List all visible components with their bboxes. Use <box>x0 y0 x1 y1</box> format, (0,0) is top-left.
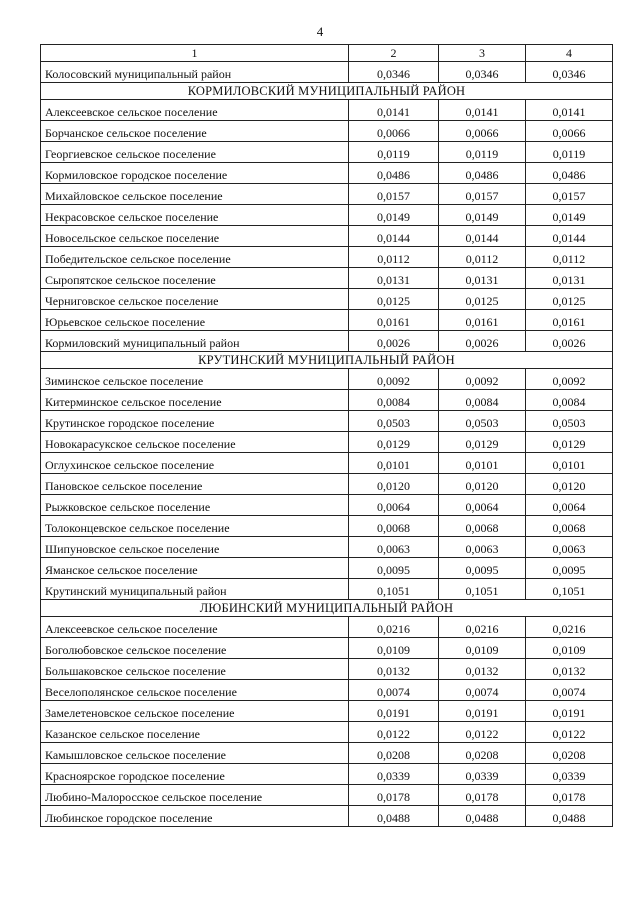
table-row <box>41 62 613 83</box>
municipality-name-cell: Красноярское городское поселение <box>41 764 349 785</box>
value-col4-cell: 0,0084 <box>526 390 613 411</box>
municipality-name-cell: Крутинское городское поселение <box>41 411 349 432</box>
table-row <box>41 247 613 268</box>
value-col4-cell: 0,0346 <box>526 62 613 83</box>
table-row <box>41 617 613 638</box>
value-col3-cell: 0,0101 <box>439 453 526 474</box>
section-title: КОРМИЛОВСКИЙ МУНИЦИПАЛЬНЫЙ РАЙОН <box>41 83 613 100</box>
value-col2-cell: 0,0339 <box>349 764 439 785</box>
value-col3-cell: 0,0112 <box>439 247 526 268</box>
value-col3-cell: 0,0109 <box>439 638 526 659</box>
table-row <box>41 516 613 537</box>
value-col4-cell: 0,0161 <box>526 310 613 331</box>
column-header: 2 <box>349 45 439 62</box>
value-col3-cell: 0,0129 <box>439 432 526 453</box>
table-row <box>41 474 613 495</box>
municipality-name-cell: Сыропятское сельское поселение <box>41 268 349 289</box>
column-header: 3 <box>439 45 526 62</box>
municipality-name-cell: Камышловское сельское поселение <box>41 743 349 764</box>
table-row <box>41 184 613 205</box>
value-col2-cell: 0,0157 <box>349 184 439 205</box>
value-col4-cell: 0,0092 <box>526 369 613 390</box>
value-col3-cell: 0,0141 <box>439 100 526 121</box>
value-col4-cell: 0,0149 <box>526 205 613 226</box>
municipality-name-cell: Толоконцевское сельское поселение <box>41 516 349 537</box>
value-col3-cell: 0,0488 <box>439 806 526 827</box>
value-col3-cell: 0,0144 <box>439 226 526 247</box>
value-col2-cell: 0,0141 <box>349 100 439 121</box>
municipality-name-cell: Некрасовское сельское поселение <box>41 205 349 226</box>
value-col2-cell: 0,1051 <box>349 579 439 600</box>
municipality-name-cell: Крутинский муниципальный район <box>41 579 349 600</box>
municipality-name-cell: Черниговское сельское поселение <box>41 289 349 310</box>
municipality-name-cell: Любино-Малоросское сельское поселение <box>41 785 349 806</box>
table-row <box>41 268 613 289</box>
table-row <box>41 558 613 579</box>
value-col3-cell: 0,0122 <box>439 722 526 743</box>
value-col3-cell: 0,0157 <box>439 184 526 205</box>
municipality-name-cell: Оглухинское сельское поселение <box>41 453 349 474</box>
value-col2-cell: 0,0068 <box>349 516 439 537</box>
value-col4-cell: 0,0026 <box>526 331 613 352</box>
value-col2-cell: 0,0144 <box>349 226 439 247</box>
table-row <box>41 163 613 184</box>
value-col2-cell: 0,0101 <box>349 453 439 474</box>
value-col2-cell: 0,0161 <box>349 310 439 331</box>
value-col4-cell: 0,0191 <box>526 701 613 722</box>
municipality-name-cell: Рыжковское сельское поселение <box>41 495 349 516</box>
value-col2-cell: 0,0092 <box>349 369 439 390</box>
table-row <box>41 659 613 680</box>
value-col4-cell: 0,0129 <box>526 432 613 453</box>
value-col4-cell: 0,0131 <box>526 268 613 289</box>
municipality-name-cell: Алексеевское сельское поселение <box>41 100 349 121</box>
table-row <box>41 390 613 411</box>
table-row <box>41 537 613 558</box>
municipality-name-cell: Михайловское сельское поселение <box>41 184 349 205</box>
page-number: 4 <box>316 24 324 39</box>
value-col3-cell: 0,0486 <box>439 163 526 184</box>
value-col2-cell: 0,0064 <box>349 495 439 516</box>
value-col2-cell: 0,0129 <box>349 432 439 453</box>
table-row <box>41 432 613 453</box>
value-col3-cell: 0,0084 <box>439 390 526 411</box>
table-row <box>41 310 613 331</box>
value-col4-cell: 0,0339 <box>526 764 613 785</box>
table-row <box>41 453 613 474</box>
table-body <box>41 45 613 827</box>
value-col4-cell: 0,0486 <box>526 163 613 184</box>
value-col3-cell: 0,0074 <box>439 680 526 701</box>
value-col4-cell: 0,0122 <box>526 722 613 743</box>
value-col2-cell: 0,0191 <box>349 701 439 722</box>
value-col2-cell: 0,0132 <box>349 659 439 680</box>
value-col3-cell: 0,0346 <box>439 62 526 83</box>
municipality-name-cell: Замелетеновское сельское поселение <box>41 701 349 722</box>
value-col4-cell: 0,0063 <box>526 537 613 558</box>
value-col4-cell: 0,0125 <box>526 289 613 310</box>
value-col3-cell: 0,0339 <box>439 764 526 785</box>
municipality-name-cell: Боголюбовское сельское поселение <box>41 638 349 659</box>
table-row <box>41 100 613 121</box>
section-title: КРУТИНСКИЙ МУНИЦИПАЛЬНЫЙ РАЙОН <box>41 352 613 369</box>
column-header: 4 <box>526 45 613 62</box>
value-col2-cell: 0,0486 <box>349 163 439 184</box>
value-col2-cell: 0,0112 <box>349 247 439 268</box>
table-row <box>41 411 613 432</box>
value-col4-cell: 0,0488 <box>526 806 613 827</box>
value-col3-cell: 0,0216 <box>439 617 526 638</box>
value-col2-cell: 0,0503 <box>349 411 439 432</box>
value-col3-cell: 0,1051 <box>439 579 526 600</box>
municipality-name-cell: Юрьевское сельское поселение <box>41 310 349 331</box>
value-col4-cell: 0,0503 <box>526 411 613 432</box>
municipality-name-cell: Новосельское сельское поселение <box>41 226 349 247</box>
municipality-name-cell: Георгиевское сельское поселение <box>41 142 349 163</box>
municipality-name-cell: Кормиловское городское поселение <box>41 163 349 184</box>
column-header: 1 <box>41 45 349 62</box>
municipality-name-cell: Алексеевское сельское поселение <box>41 617 349 638</box>
value-col4-cell: 0,0068 <box>526 516 613 537</box>
value-col3-cell: 0,0178 <box>439 785 526 806</box>
value-col2-cell: 0,0074 <box>349 680 439 701</box>
municipality-name-cell: Яманское сельское поселение <box>41 558 349 579</box>
value-col3-cell: 0,0063 <box>439 537 526 558</box>
value-col2-cell: 0,0216 <box>349 617 439 638</box>
table-row <box>41 764 613 785</box>
table-header-row <box>41 45 613 62</box>
value-col2-cell: 0,0131 <box>349 268 439 289</box>
value-col3-cell: 0,0119 <box>439 142 526 163</box>
municipality-name-cell: Большаковское сельское поселение <box>41 659 349 680</box>
table-row <box>41 226 613 247</box>
value-col4-cell: 0,0144 <box>526 226 613 247</box>
allocation-table <box>40 44 613 827</box>
municipality-name-cell: Казанское сельское поселение <box>41 722 349 743</box>
municipality-name-cell: Любинское городское поселение <box>41 806 349 827</box>
table-row <box>41 743 613 764</box>
value-col3-cell: 0,0161 <box>439 310 526 331</box>
value-col4-cell: 0,0178 <box>526 785 613 806</box>
value-col2-cell: 0,0026 <box>349 331 439 352</box>
table-row <box>41 142 613 163</box>
section-header-row <box>41 352 613 369</box>
table-row <box>41 205 613 226</box>
table-row <box>41 701 613 722</box>
value-col3-cell: 0,0125 <box>439 289 526 310</box>
value-col2-cell: 0,0125 <box>349 289 439 310</box>
value-col2-cell: 0,0084 <box>349 390 439 411</box>
value-col4-cell: 0,0208 <box>526 743 613 764</box>
value-col4-cell: 0,0141 <box>526 100 613 121</box>
municipality-name-cell: Борчанское сельское поселение <box>41 121 349 142</box>
municipality-name-cell: Шипуновское сельское поселение <box>41 537 349 558</box>
value-col3-cell: 0,0066 <box>439 121 526 142</box>
value-col2-cell: 0,0066 <box>349 121 439 142</box>
value-col3-cell: 0,0120 <box>439 474 526 495</box>
value-col2-cell: 0,0488 <box>349 806 439 827</box>
table-row <box>41 495 613 516</box>
value-col3-cell: 0,0026 <box>439 331 526 352</box>
value-col4-cell: 0,0112 <box>526 247 613 268</box>
value-col3-cell: 0,0191 <box>439 701 526 722</box>
value-col2-cell: 0,0122 <box>349 722 439 743</box>
value-col4-cell: 0,0109 <box>526 638 613 659</box>
value-col4-cell: 0,0066 <box>526 121 613 142</box>
value-col4-cell: 0,1051 <box>526 579 613 600</box>
value-col3-cell: 0,0132 <box>439 659 526 680</box>
table-row <box>41 722 613 743</box>
value-col3-cell: 0,0208 <box>439 743 526 764</box>
value-col4-cell: 0,0157 <box>526 184 613 205</box>
value-col4-cell: 0,0095 <box>526 558 613 579</box>
municipality-name-cell: Кормиловский муниципальный район <box>41 331 349 352</box>
section-title: ЛЮБИНСКИЙ МУНИЦИПАЛЬНЫЙ РАЙОН <box>41 600 613 617</box>
table-row <box>41 579 613 600</box>
value-col4-cell: 0,0064 <box>526 495 613 516</box>
value-col4-cell: 0,0120 <box>526 474 613 495</box>
section-header-row <box>41 83 613 100</box>
municipality-name-cell: Зиминское сельское поселение <box>41 369 349 390</box>
municipality-name-cell: Пановское сельское поселение <box>41 474 349 495</box>
table-row <box>41 638 613 659</box>
value-col2-cell: 0,0346 <box>349 62 439 83</box>
value-col3-cell: 0,0149 <box>439 205 526 226</box>
section-header-row <box>41 600 613 617</box>
value-col3-cell: 0,0503 <box>439 411 526 432</box>
value-col3-cell: 0,0068 <box>439 516 526 537</box>
value-col2-cell: 0,0109 <box>349 638 439 659</box>
value-col2-cell: 0,0063 <box>349 537 439 558</box>
table-row <box>41 331 613 352</box>
municipality-name-cell: Веселополянское сельское поселение <box>41 680 349 701</box>
value-col2-cell: 0,0119 <box>349 142 439 163</box>
table-row <box>41 806 613 827</box>
value-col4-cell: 0,0216 <box>526 617 613 638</box>
table-row <box>41 369 613 390</box>
value-col2-cell: 0,0120 <box>349 474 439 495</box>
value-col3-cell: 0,0131 <box>439 268 526 289</box>
value-col2-cell: 0,0095 <box>349 558 439 579</box>
value-col2-cell: 0,0208 <box>349 743 439 764</box>
value-col3-cell: 0,0092 <box>439 369 526 390</box>
value-col4-cell: 0,0074 <box>526 680 613 701</box>
table-row <box>41 289 613 310</box>
value-col4-cell: 0,0132 <box>526 659 613 680</box>
value-col2-cell: 0,0178 <box>349 785 439 806</box>
table-row <box>41 121 613 142</box>
value-col2-cell: 0,0149 <box>349 205 439 226</box>
table-row <box>41 680 613 701</box>
value-col3-cell: 0,0064 <box>439 495 526 516</box>
municipality-name-cell: Победительское сельское поселение <box>41 247 349 268</box>
municipality-name-cell: Китерминское сельское поселение <box>41 390 349 411</box>
value-col3-cell: 0,0095 <box>439 558 526 579</box>
municipality-name-cell: Колосовский муниципальный район <box>41 62 349 83</box>
municipality-name-cell: Новокарасукское сельское поселение <box>41 432 349 453</box>
value-col4-cell: 0,0119 <box>526 142 613 163</box>
value-col4-cell: 0,0101 <box>526 453 613 474</box>
table-row <box>41 785 613 806</box>
